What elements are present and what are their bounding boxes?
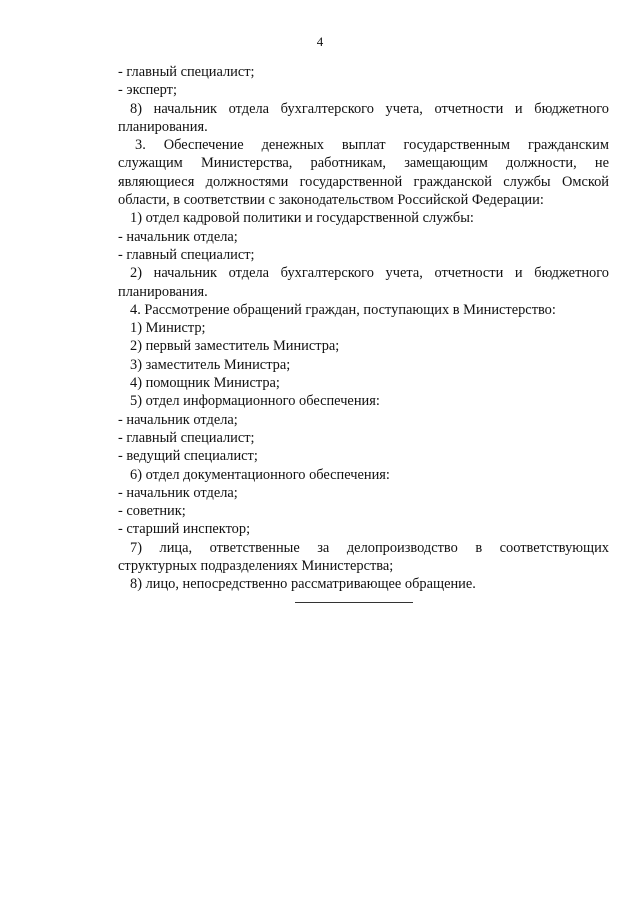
text-line: планирования. (118, 283, 208, 300)
list-item: - начальник отдела; (118, 411, 238, 428)
closing-divider (295, 602, 413, 603)
text-line: планирования. (118, 118, 208, 135)
list-item: 2) начальник отдела бухгалтерского учета, отчетности и бюджетного (130, 265, 609, 282)
list-item: - главный специалист; (118, 429, 255, 446)
document-body (118, 63, 609, 594)
list-item: 3) заместитель Министра; (130, 356, 291, 373)
list-item: - эксперт; (118, 82, 177, 99)
page-number: 4 (316, 34, 324, 49)
list-item: - начальник отдела; (118, 484, 238, 501)
list-item: - старший инспектор; (118, 521, 251, 538)
list-item: 2) первый заместитель Министра; (130, 338, 340, 355)
text-line: служащим Министерства, работникам, замещающим должности, не (118, 155, 609, 172)
text-line: области, в соответствии с законодательством Российской Федерации: (118, 192, 544, 209)
list-item: - главный специалист; (118, 246, 255, 263)
list-item: 7) лица, ответственные за делопроизводство в соответствующих (130, 539, 609, 556)
list-item: 4) помощник Министра; (130, 375, 280, 392)
list-item: - главный специалист; (118, 64, 255, 80)
text-line: структурных подразделениях Министерства; (118, 558, 394, 575)
list-item: 5) отдел информационного обеспечения: (130, 393, 380, 410)
list-item: 1) отдел кадровой политики и государственной службы: (130, 210, 474, 227)
list-item: - советник; (118, 503, 186, 520)
list-item: 6) отдел документационного обеспечения: (130, 466, 390, 483)
list-item: - начальник отдела; (118, 228, 238, 245)
section-heading: 4. Рассмотрение обращений граждан, поступающих в Министерство: (130, 301, 556, 318)
list-item: - ведущий специалист; (118, 448, 258, 465)
list-item: 1) Министр; (130, 320, 206, 337)
list-item: 8) начальник отдела бухгалтерского учета, отчетности и бюджетного (130, 100, 609, 117)
text-line: являющиеся должностями государственной гражданской службы Омской (118, 173, 609, 190)
section-heading: 3. Обеспечение денежных выплат государственным гражданским (135, 137, 609, 154)
list-item: 8) лицо, непосредственно рассматривающее обращение. (130, 576, 476, 593)
